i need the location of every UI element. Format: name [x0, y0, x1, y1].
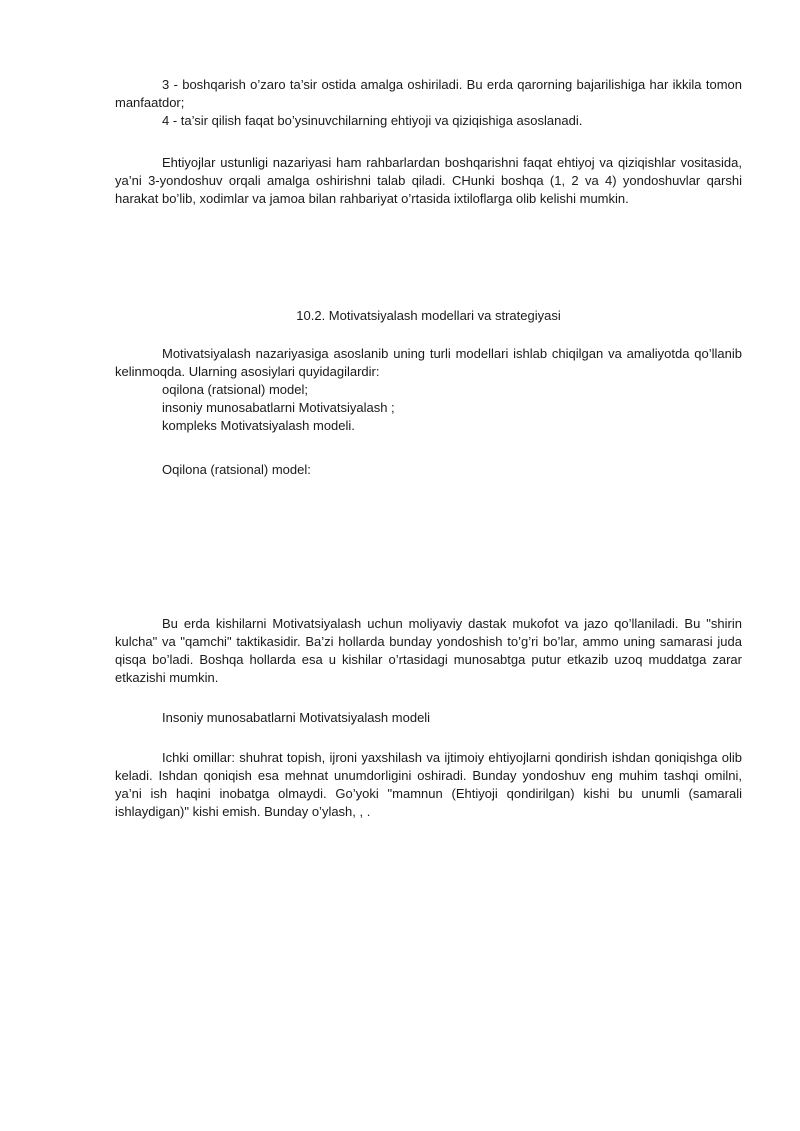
paragraph-models-intro: Motivatsiyalash nazariyasiga asoslanib uning turli modellari ishlab chiqilgan va amaliyotda qo’llanib kelinmoqda. Ularning asosiylari quyidagilardir:	[115, 346, 742, 379]
intro-item-4: 4 - ta’sir qilish faqat bo’ysinuvchilarning ehtiyoji va qiziqishiga asoslanadi.	[162, 113, 583, 128]
paragraph-human-relations: Ichki omillar: shuhrat topish, ijroni yaxshilash va ijtimoiy ehtiyojlarni qondirish ishdan qoniqishga olib keladi. Ishdan qoniqish esa mehnat unumdorligini oshiradi. Bunday yondoshuv eng muhim tashqi omilni, ya’ni ish haqini inobatga olmaydi. Go’yoki "mamnun (Ehtiyoji qondirilgan) kishi bu unumli (samarali ishlaydigan)" kishi emish. Bunday o’ylash, , .	[115, 750, 742, 819]
model-list-item: kompleks Motivatsiyalash modeli.	[162, 418, 355, 433]
section-heading: 10.2. Motivatsiyalash modellari va strategiyasi	[296, 308, 561, 323]
paragraph-rational-model: Bu erda kishilarni Motivatsiyalash uchun moliyaviy dastak mukofot va jazo qo’llaniladi. Bu "shirin kulcha" va "qamchi" taktikasidir. Ba’zi hollarda bunday yondoshish to’g’ri bo’lar, ammo uning samarasi juda qisqa bo’ladi. Boshqa hollarda esa u kishilar o’rtasidagi munosabtga putur etkazib uzoq muddatga zarar etkazishi mumkin.	[115, 616, 742, 685]
model-list-item: insoniy munosabatlarni Motivatsiyalash ;	[162, 400, 395, 415]
paragraph-needs-theory: Ehtiyojlar ustunligi nazariyasi ham rahbarlardan boshqarishni faqat ehtiyoj va qiziqishlar vositasida, ya’ni 3-yondoshuv orqali amalga oshirishni talab qiladi. CHunki boshqa (1, 2 va 4) yondoshuvlar qarshi harakat bo’lib, xodimlar va jamoa bilan rahbariyat o’rtasida ixtiloflarga olib kelishi mumkin.	[115, 155, 742, 206]
intro-item-3: 3 - boshqarish o’zaro ta’sir ostida amalga oshiriladi. Bu erda qarorning bajarilishiga har ikkila tomon manfaatdor;	[115, 77, 742, 110]
human-relations-heading: Insoniy munosabatlarni Motivatsiyalash modeli	[162, 710, 431, 725]
rational-model-heading: Oqilona (ratsional) model:	[162, 462, 311, 477]
document-page	[115, 76, 742, 821]
model-list-item: oqilona (ratsional) model;	[162, 382, 308, 397]
